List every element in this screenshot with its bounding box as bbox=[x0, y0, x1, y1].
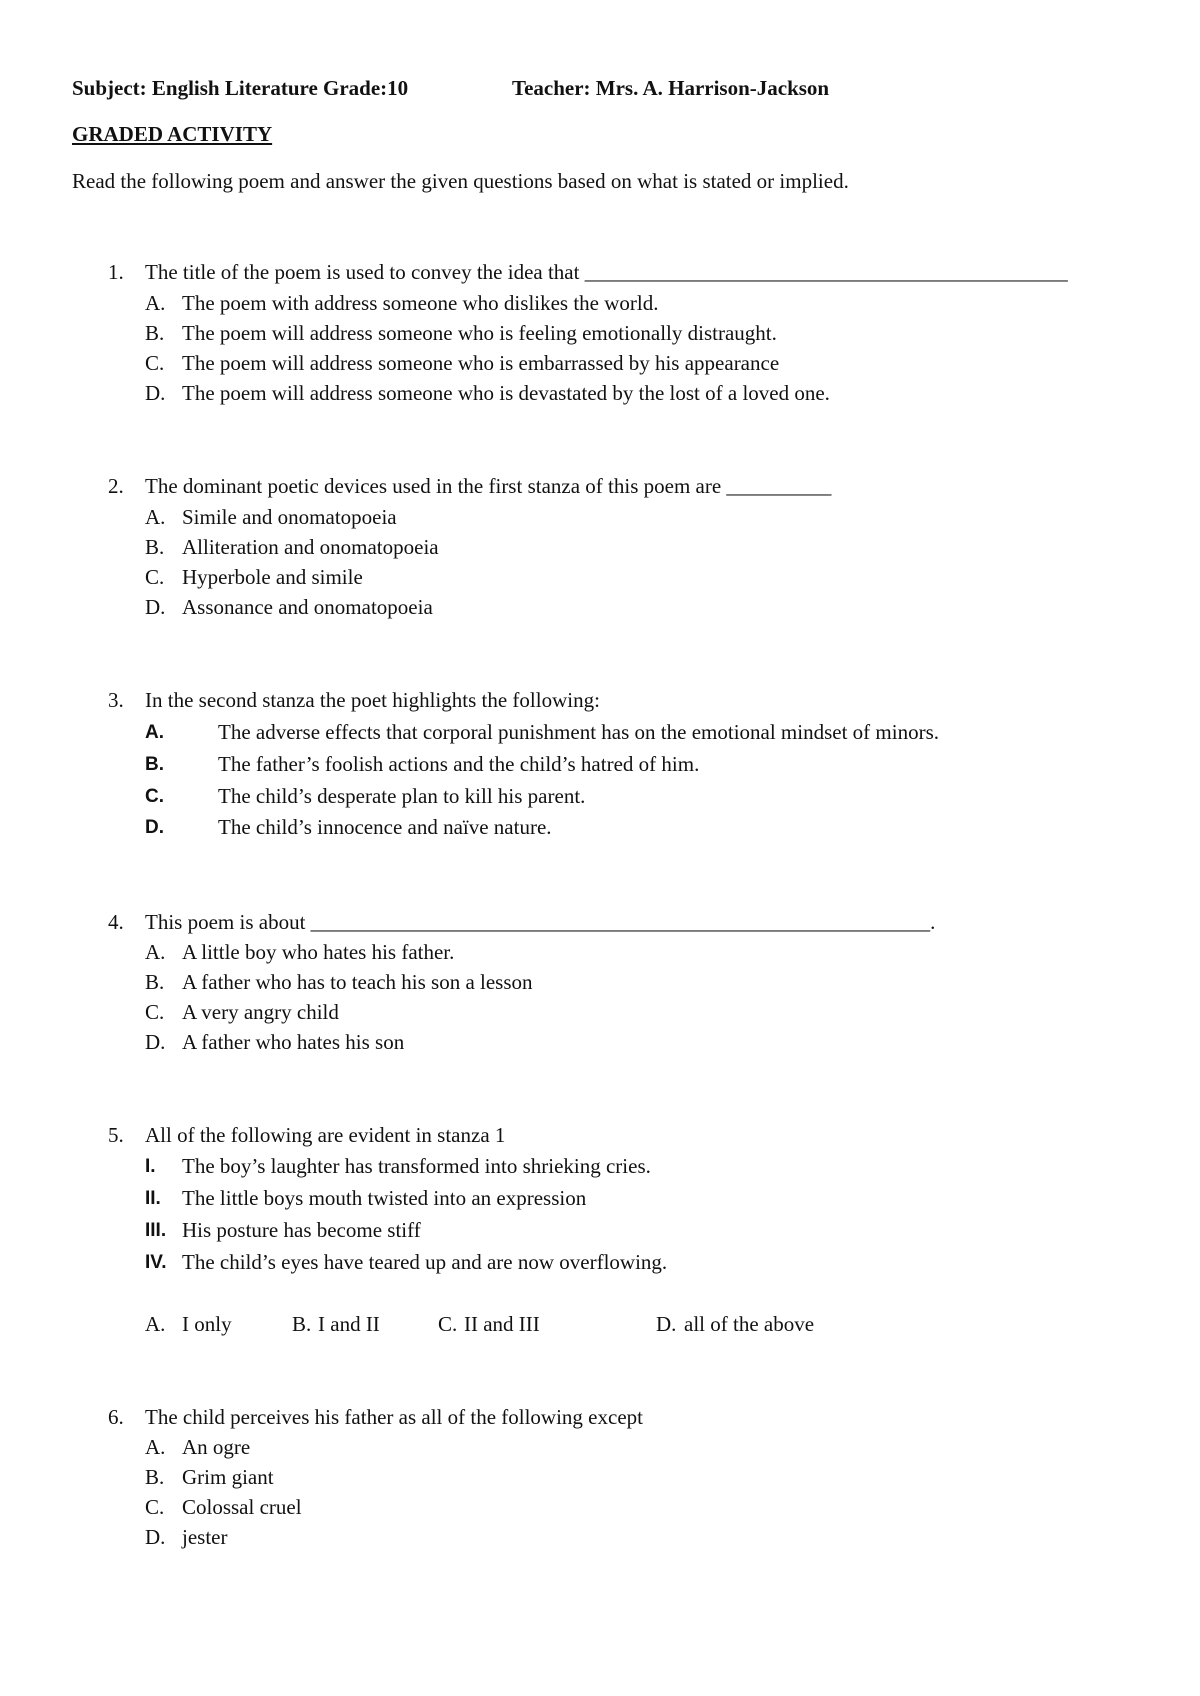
q2-option-letter: B. bbox=[145, 535, 165, 559]
question-6-text: The child perceives his father as all of the following except bbox=[145, 1405, 643, 1429]
q6-option-text: Grim giant bbox=[182, 1465, 274, 1489]
q5-statement-text: The boy’s laughter has transformed into shrieking cries. bbox=[182, 1154, 651, 1178]
q5-statement-text: The child’s eyes have teared up and are now overflowing. bbox=[182, 1250, 668, 1274]
q6-option-text: An ogre bbox=[182, 1435, 251, 1459]
q6-option-letter: C. bbox=[145, 1495, 165, 1519]
q1-option-letter: A. bbox=[145, 291, 166, 315]
q5-choice-letter: B. bbox=[292, 1312, 312, 1336]
q3-option-text: The adverse effects that corporal punishment has on the emotional mindset of minors. bbox=[218, 720, 940, 744]
question-2-text: The dominant poetic devices used in the first stanza of this poem are __________ bbox=[145, 474, 832, 498]
q5-statement-numeral: I. bbox=[145, 1156, 156, 1177]
q2-option-letter: A. bbox=[145, 505, 166, 529]
q1-option-text: The poem will address someone who is embarrassed by his appearance bbox=[182, 351, 780, 375]
q4-option-text: A very angry child bbox=[182, 1000, 339, 1024]
q2-option-text: Hyperbole and simile bbox=[182, 565, 363, 589]
q5-choice-letter: D. bbox=[656, 1312, 677, 1336]
q1-option-text: The poem with address someone who dislikes the world. bbox=[182, 291, 659, 315]
q3-option-letter: C. bbox=[145, 786, 164, 807]
q6-option-text: jester bbox=[182, 1525, 228, 1549]
q5-choice-text: I only bbox=[182, 1312, 232, 1336]
q6-option-letter: D. bbox=[145, 1525, 166, 1549]
q5-choice-text: II and III bbox=[464, 1312, 540, 1336]
q1-option-letter: D. bbox=[145, 381, 166, 405]
q5-statement-text: His posture has become stiff bbox=[182, 1218, 421, 1242]
q3-option-letter: A. bbox=[145, 722, 164, 743]
q3-option-text: The child’s desperate plan to kill his parent. bbox=[218, 784, 586, 808]
q3-option-text: The child’s innocence and naïve nature. bbox=[218, 815, 552, 839]
activity-title: GRADED ACTIVITY bbox=[72, 122, 273, 146]
q5-statement-numeral: III. bbox=[145, 1220, 167, 1241]
q6-option-letter: A. bbox=[145, 1435, 166, 1459]
question-4-number: 4. bbox=[108, 910, 124, 934]
q6-option-text: Colossal cruel bbox=[182, 1495, 302, 1519]
q2-option-letter: D. bbox=[145, 595, 166, 619]
q5-choice-letter: A. bbox=[145, 1312, 166, 1336]
q2-option-letter: C. bbox=[145, 565, 165, 589]
question-1-number: 1. bbox=[108, 260, 124, 284]
q1-option-text: The poem will address someone who is feeling emotionally distraught. bbox=[182, 321, 777, 345]
q3-option-letter: B. bbox=[145, 754, 164, 775]
instructions: Read the following poem and answer the given questions based on what is stated or implied. bbox=[72, 169, 849, 193]
question-6-number: 6. bbox=[108, 1405, 124, 1429]
question-5-text: All of the following are evident in stanza 1 bbox=[145, 1123, 506, 1147]
q5-statement-numeral: IV. bbox=[145, 1252, 167, 1273]
q4-option-letter: C. bbox=[145, 1000, 165, 1024]
q2-option-text: Simile and onomatopoeia bbox=[182, 505, 397, 529]
q2-option-text: Assonance and onomatopoeia bbox=[182, 595, 433, 619]
subject-grade-label: Subject: English Literature Grade:10 bbox=[72, 76, 409, 100]
q4-option-text: A little boy who hates his father. bbox=[182, 940, 455, 964]
q3-option-letter: D. bbox=[145, 817, 164, 838]
question-3-number: 3. bbox=[108, 688, 124, 712]
q1-option-letter: B. bbox=[145, 321, 165, 345]
teacher-label: Teacher: Mrs. A. Harrison-Jackson bbox=[512, 76, 830, 100]
q5-choice-letter: C. bbox=[438, 1312, 458, 1336]
question-4-text: This poem is about ___________________________________________________________. bbox=[145, 910, 936, 934]
q6-option-letter: B. bbox=[145, 1465, 165, 1489]
q5-statement-numeral: II. bbox=[145, 1188, 161, 1209]
q4-option-text: A father who has to teach his son a lesson bbox=[182, 970, 533, 994]
q3-option-text: The father’s foolish actions and the child’s hatred of him. bbox=[218, 752, 700, 776]
q4-option-letter: D. bbox=[145, 1030, 166, 1054]
q4-option-letter: B. bbox=[145, 970, 165, 994]
q4-option-letter: A. bbox=[145, 940, 166, 964]
question-3-text: In the second stanza the poet highlights the following: bbox=[145, 688, 600, 712]
question-2-number: 2. bbox=[108, 474, 124, 498]
q2-option-text: Alliteration and onomatopoeia bbox=[182, 535, 439, 559]
q1-option-text: The poem will address someone who is devastated by the lost of a loved one. bbox=[182, 381, 830, 405]
q4-option-text: A father who hates his son bbox=[182, 1030, 405, 1054]
question-5-number: 5. bbox=[108, 1123, 124, 1147]
question-1-text: The title of the poem is used to convey the idea that ______________________________________________ bbox=[145, 260, 1068, 284]
q1-option-letter: C. bbox=[145, 351, 165, 375]
q5-choice-text: all of the above bbox=[684, 1312, 815, 1336]
q5-statement-text: The little boys mouth twisted into an expression bbox=[182, 1186, 587, 1210]
q5-choice-text: I and II bbox=[318, 1312, 380, 1336]
